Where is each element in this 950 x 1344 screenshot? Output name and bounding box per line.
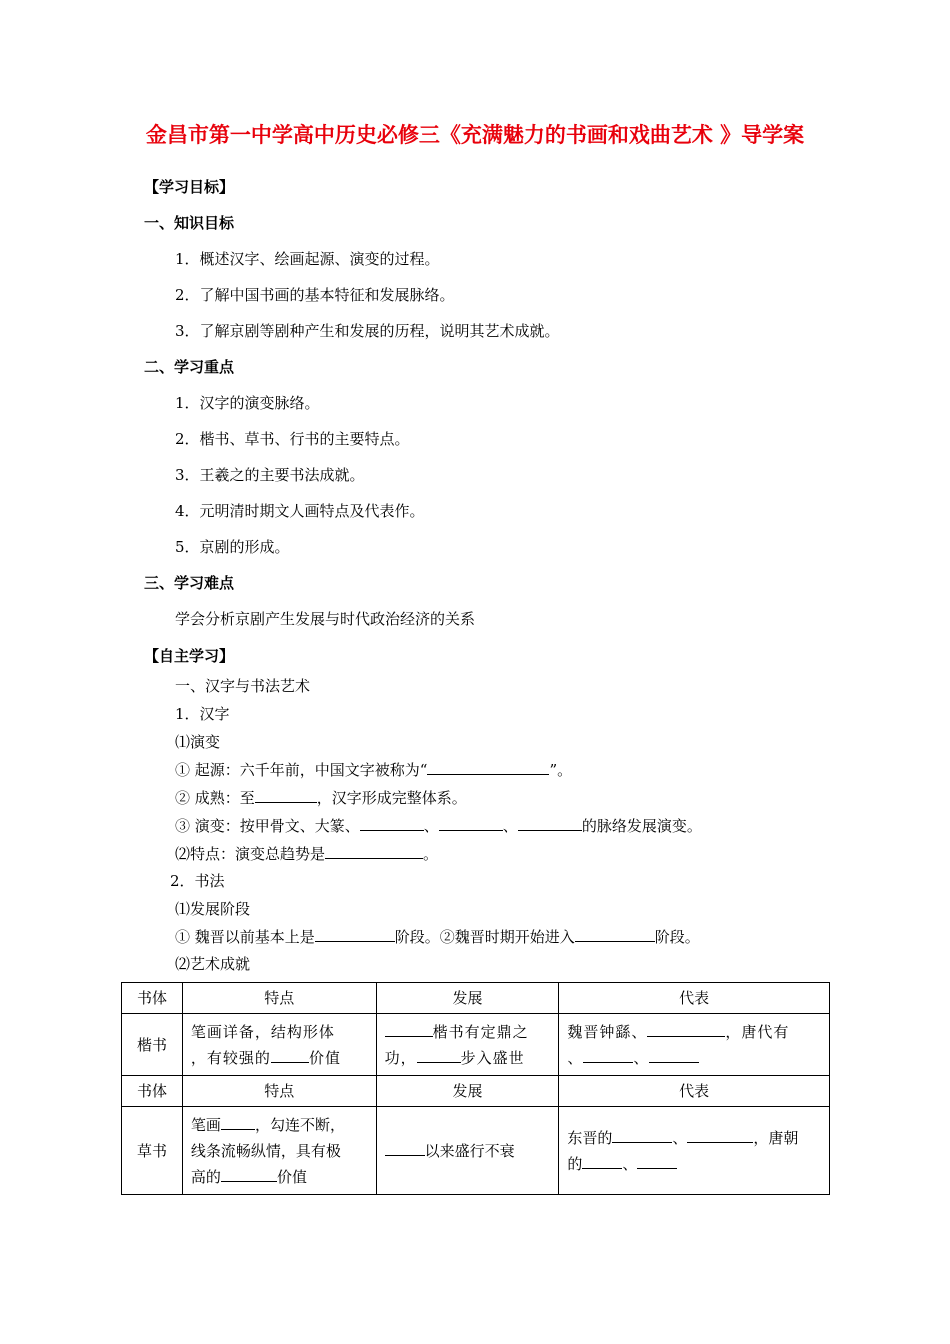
fill-blank[interactable]: [385, 1141, 425, 1156]
fill-blank[interactable]: [315, 927, 395, 942]
calligraphy-table: [121, 982, 830, 1195]
cell-text: ，有较强的: [190, 1048, 271, 1067]
fill-blank[interactable]: [612, 1128, 672, 1143]
cell-text: 线条流畅纵情，具有极: [190, 1141, 341, 1160]
cell-text: 笔画详备，结构形体: [190, 1022, 335, 1041]
section-heading: 一、汉字与书法艺术: [175, 677, 311, 695]
cell-text: ，唐代有: [725, 1022, 790, 1041]
table-row: [122, 1014, 830, 1076]
cell-text: 、: [567, 1048, 584, 1067]
cell-text: 魏晋钟繇、: [567, 1022, 648, 1041]
origin-text-end: ”。: [549, 761, 573, 779]
representative-cell: [559, 1014, 830, 1076]
fill-blank[interactable]: [583, 1048, 633, 1063]
cell-text: 楷书有定鼎之: [432, 1022, 529, 1041]
key-point-item: 4．元明清时期文人画特点及代表作。: [175, 502, 425, 520]
cell-text: 高的: [190, 1167, 221, 1186]
fill-blank[interactable]: [385, 1022, 433, 1037]
fill-blank[interactable]: [647, 1022, 725, 1037]
table-row: [122, 1107, 830, 1195]
change-sep: 、: [423, 817, 439, 835]
features-line: [175, 844, 438, 864]
fill-blank[interactable]: [575, 927, 655, 942]
origin-line: [175, 760, 572, 780]
origin-text: ① 起源：六千年前，中国文字被称为“: [175, 761, 428, 779]
cell-text: 价值: [276, 1167, 307, 1186]
cell-text: 笔画: [190, 1115, 221, 1134]
stages-text: 阶段。②魏晋时期开始进入: [394, 928, 575, 946]
fill-blank[interactable]: [518, 816, 582, 831]
fill-blank[interactable]: [325, 844, 423, 859]
cell-text: 、: [672, 1128, 688, 1147]
cell-text: 东晋的: [567, 1128, 613, 1147]
fill-blank[interactable]: [271, 1048, 309, 1063]
header-cell: 书体: [122, 1076, 183, 1107]
header-cell: 特点: [182, 1076, 376, 1107]
fill-blank[interactable]: [255, 788, 317, 803]
stages-line: [175, 927, 700, 947]
knowledge-item: 1．概述汉字、绘画起源、演变的过程。: [175, 250, 440, 268]
change-text-end: 的脉络发展演变。: [581, 817, 702, 835]
cell-text: ，勾连不断，: [254, 1115, 345, 1134]
fill-blank[interactable]: [417, 1048, 461, 1063]
difficulties-heading: 三、学习难点: [144, 574, 235, 592]
key-point-item: 5．京剧的形成。: [175, 538, 290, 556]
stages-text-end: 阶段。: [654, 928, 700, 946]
header-cell: 发展: [376, 983, 559, 1014]
script-name-cell: 楷书: [122, 1014, 183, 1076]
key-points-heading: 二、学习重点: [144, 358, 235, 376]
script-name-cell: 草书: [122, 1107, 183, 1195]
header-cell: 书体: [122, 983, 183, 1014]
table-header-row: [122, 983, 830, 1014]
header-cell: 特点: [182, 983, 376, 1014]
header-cell: 发展: [376, 1076, 559, 1107]
header-cell: 代表: [559, 983, 830, 1014]
maturity-text-end: ，汉字形成完整体系。: [316, 789, 467, 807]
knowledge-item: 3．了解京剧等剧种产生和发展的历程，说明其艺术成就。: [175, 322, 560, 340]
fill-blank[interactable]: [582, 1154, 622, 1169]
fill-blank[interactable]: [360, 816, 424, 831]
table-header-row: [122, 1076, 830, 1107]
knowledge-item: 2．了解中国书画的基本特征和发展脉络。: [175, 286, 455, 304]
cell-text: 价值: [308, 1048, 341, 1067]
cell-text: 的: [567, 1154, 583, 1173]
cell-text: 功，: [384, 1048, 417, 1067]
fill-blank[interactable]: [649, 1048, 699, 1063]
fill-blank[interactable]: [221, 1167, 277, 1182]
cell-text: ，唐朝: [753, 1128, 799, 1147]
self-study-heading: 【自主学习】: [144, 647, 235, 665]
knowledge-heading: 一、知识目标: [144, 214, 235, 232]
item-heading: ⑵艺术成就: [175, 955, 251, 973]
key-point-item: 3．王羲之的主要书法成就。: [175, 466, 365, 484]
fill-blank[interactable]: [687, 1128, 753, 1143]
item-heading: ⑴演变: [175, 733, 221, 751]
maturity-text: ② 成熟：至: [175, 789, 255, 807]
cell-text: 、: [633, 1048, 650, 1067]
fill-blank[interactable]: [637, 1154, 677, 1169]
maturity-line: [175, 788, 467, 808]
features-text-end: 。: [423, 845, 439, 863]
cell-text: 以来盛行不衰: [424, 1141, 515, 1160]
feature-cell: [182, 1014, 376, 1076]
key-point-item: 1．汉字的演变脉络。: [175, 394, 320, 412]
item-heading: ⑴发展阶段: [175, 900, 251, 918]
features-text: ⑵特点：演变总趋势是: [175, 845, 326, 863]
objectives-heading: 【学习目标】: [144, 178, 235, 196]
fill-blank[interactable]: [439, 816, 503, 831]
development-cell: [376, 1107, 559, 1195]
subsection-heading: 1．汉字: [175, 705, 230, 723]
fill-blank[interactable]: [427, 760, 549, 775]
stages-text: ① 魏晋以前基本上是: [175, 928, 315, 946]
cell-text: 、: [622, 1154, 638, 1173]
representative-cell: [559, 1107, 830, 1195]
header-cell: 代表: [559, 1076, 830, 1107]
change-line: [175, 816, 702, 836]
change-text: ③ 演变：按甲骨文、大篆、: [175, 817, 360, 835]
fill-blank[interactable]: [221, 1115, 255, 1130]
feature-cell: [182, 1107, 376, 1195]
change-sep: 、: [502, 817, 518, 835]
subsection-heading: 2．书法: [170, 872, 225, 890]
document-title: 金昌市第一中学高中历史必修三《充满魅力的书画和戏曲艺术 》导学案: [145, 123, 805, 147]
difficulties-text: 学会分析京剧产生发展与时代政治经济的关系: [175, 610, 476, 628]
cell-text: 步入盛世: [460, 1048, 525, 1067]
key-point-item: 2．楷书、草书、行书的主要特点。: [175, 430, 410, 448]
development-cell: [376, 1014, 559, 1076]
